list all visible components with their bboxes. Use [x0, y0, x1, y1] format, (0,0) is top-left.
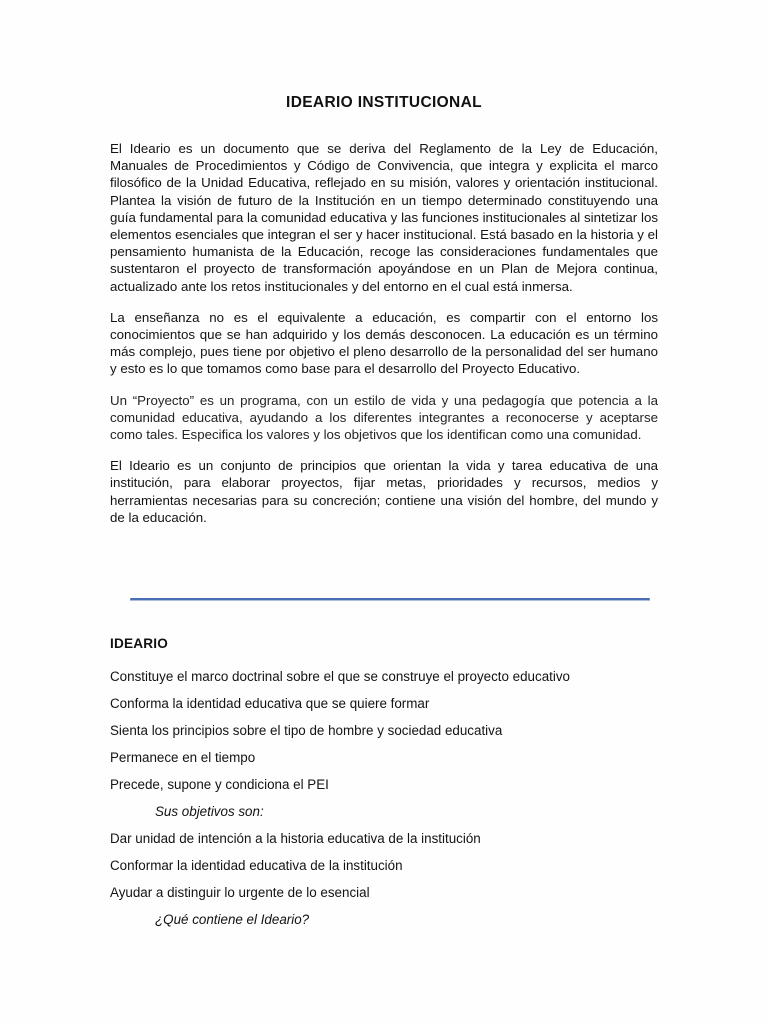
section-heading-ideario: IDEARIO — [110, 636, 169, 651]
ideario-line: Dar unidad de intención a la historia educativa de la institución — [110, 831, 481, 846]
ideario-line: Precede, supone y condiciona el PEI — [110, 777, 329, 792]
section-divider — [130, 598, 650, 602]
ideario-line: Constituye el marco doctrinal sobre el que se construye el proyecto educativo — [110, 669, 570, 684]
paragraph: Un “Proyecto” es un programa, con un estilo de vida y una pedagogía que potencia a la comunidad educativa, ayudando a los diferentes integrantes a reconocerse y aceptarse como tales. Especifica los valores y los objetivos que los identifican como una comunidad. — [110, 392, 658, 443]
divider-line-shadow — [130, 600, 650, 601]
ideario-section — [110, 636, 670, 939]
ideario-line-list — [110, 669, 670, 928]
ideario-line: Conforma la identidad educativa que se quiere formar — [110, 696, 430, 711]
page-title: IDEARIO INSTITUCIONAL — [286, 94, 482, 112]
ideario-line: Ayudar a distinguir lo urgente de lo esencial — [110, 885, 370, 900]
ideario-line: Sienta los principios sobre el tipo de hombre y sociedad educativa — [110, 723, 503, 738]
ideario-subheading: Sus objetivos son: — [155, 804, 264, 819]
paragraph: La enseñanza no es el equivalente a educación, es compartir con el entorno los conocimientos que se han adquirido y los demás desconocen. La educación es un término más complejo, pues tiene por objetivo el pleno desarrollo de la personalidad del ser humano y esto es lo que tomamos como base para el desarrollo del Proyecto Educativo. — [110, 309, 658, 377]
paragraph: El Ideario es un documento que se deriva del Reglamento de la Ley de Educación, Manuales de Procedimientos y Código de Convivencia, que integra y explicita el marco filosófico de la Unidad Educativa, reflejado en su misión, valores y orientación institucional. Plantea la visión de futuro de la Institución en un tiempo determinado constituyendo una guía fundamental para la comunidad educativa y las funciones institucionales al sintetizar los elementos esenciales que integran el ser y hacer institucional. Está basado en la historia y el pensamiento humanista de la Educación, recoge las consideraciones fundamentales que sustentaron el proyecto de transformación apoyándose en un Plan de Mejora continua, actualizado ante los retos institucionales y del entorno en el cual está inmersa. — [110, 141, 658, 294]
ideario-line: Permanece en el tiempo — [110, 750, 256, 765]
ideario-line: Conformar la identidad educativa de la institución — [110, 858, 403, 873]
ideario-subheading: ¿Qué contiene el Ideario? — [155, 912, 310, 927]
paragraph: El Ideario es un conjunto de principios que orientan la vida y tarea educativa de una institución, para elaborar proyectos, fijar metas, prioridades y recursos, medios y herramientas necesarias para su concreción; contiene una visión del hombre, del mundo y de la educación. — [110, 458, 658, 525]
body-text-column — [110, 140, 658, 526]
